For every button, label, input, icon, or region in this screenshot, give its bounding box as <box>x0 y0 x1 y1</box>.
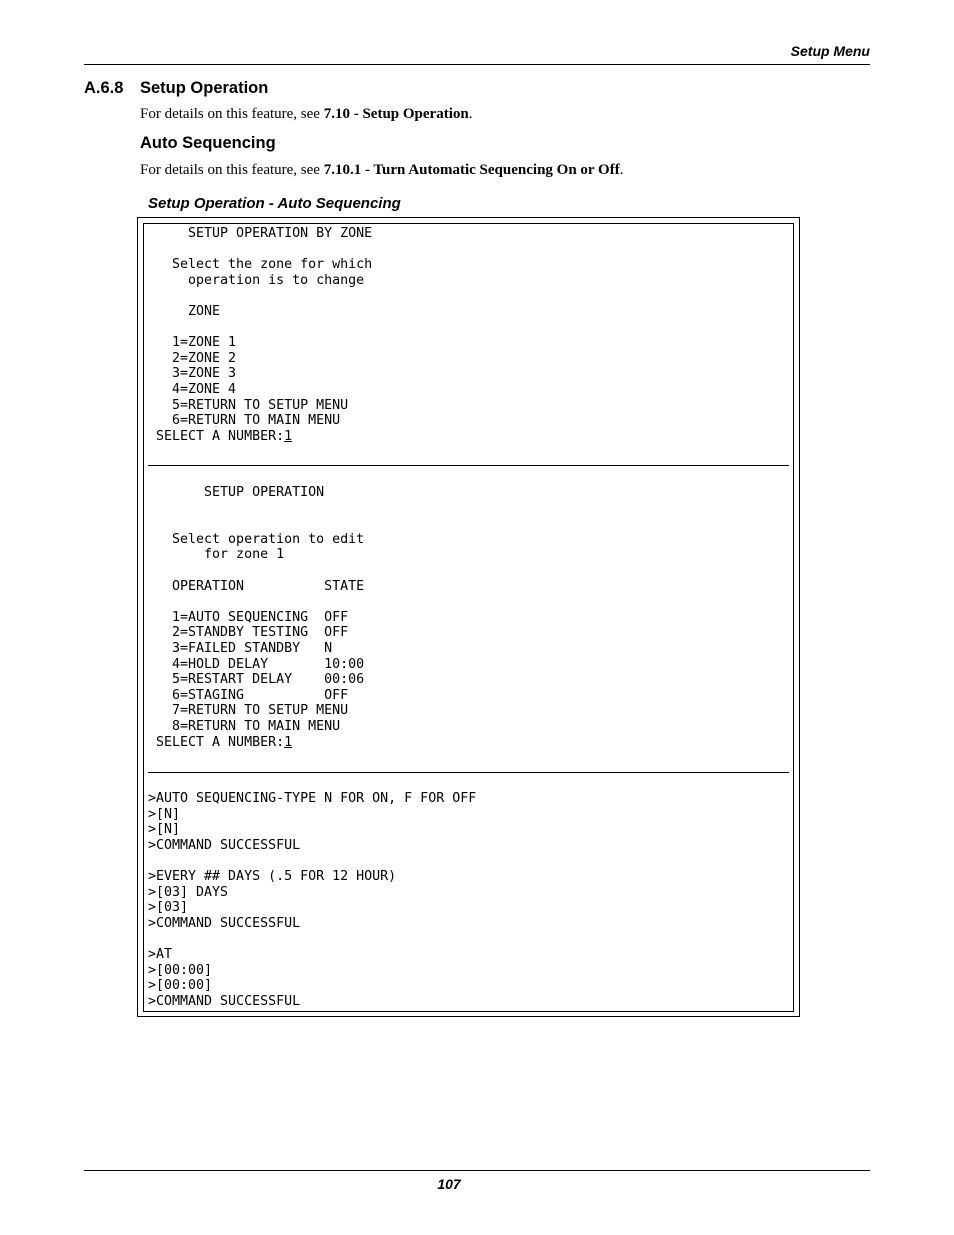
terminal-screen-command-log <box>148 791 476 1009</box>
terminal-operation-prompt: SELECT A NUMBER: <box>148 734 285 750</box>
screen-divider-1 <box>148 465 789 466</box>
subsection-intro-reference: 7.10.1 - Turn Automatic Sequencing On or Off <box>323 162 620 178</box>
subsection-title: Auto Sequencing <box>140 134 276 152</box>
section-intro-reference: 7.10 - Setup Operation <box>323 106 469 122</box>
subsection-intro-suffix: . <box>619 162 624 178</box>
footer-rule <box>84 1170 870 1171</box>
section-number: A.6.8 <box>84 79 124 97</box>
terminal-operation-menu-text: SETUP OPERATION Select operation to edit for zone 1 OPERATION STATE 1=AUTO SEQUENCING OFF 2=STANDBY TESTING OFF 3=FAILED STANDBY N 4=HOLD DELAY 10:00 5=RESTART DELAY 00:06 6=STAGING OFF 7=RETURN TO SETUP MENU 8=RETURN TO MAIN MENU <box>172 485 365 734</box>
terminal-zone-prompt: SELECT A NUMBER: <box>148 428 285 444</box>
screen-divider-2 <box>148 772 789 773</box>
figure-caption: Setup Operation - Auto Sequencing <box>148 195 401 212</box>
subsection-intro <box>140 162 623 179</box>
section-intro-suffix: . <box>468 106 473 122</box>
section-intro <box>140 106 472 123</box>
section-intro-prefix: For details on this feature, see <box>140 106 324 122</box>
terminal-zone-menu-text: SETUP OPERATION BY ZONE Select the zone for which operation is to change ZONE 1=ZONE 1 2=ZONE 2 3=ZONE 3 4=ZONE 4 5=RETURN TO SETUP MENU 6=RETURN TO MAIN MENU <box>172 226 373 429</box>
running-header-title: Setup Menu <box>790 43 870 59</box>
subsection-intro-prefix: For details on this feature, see <box>140 162 324 178</box>
page-number: 107 <box>437 1176 461 1192</box>
section-title: Setup Operation <box>140 79 269 97</box>
header-rule <box>84 64 870 65</box>
terminal-screen-zone-select <box>148 226 372 444</box>
terminal-screen-operation-select <box>148 485 364 750</box>
terminal-zone-selected-number: 1 <box>284 428 293 444</box>
terminal-operation-selected-number: 1 <box>284 734 293 750</box>
terminal-command-log-text: >AUTO SEQUENCING-TYPE N FOR ON, F FOR OFF >[N] >[N] >COMMAND SUCCESSFUL >EVERY ## DAYS (.5 FOR 12 HOUR) >[03] DAYS >[03] >COMMAND SUCCESSFUL >AT >[00:00] >[00:00] >COMMAND SUCCESSFUL <box>148 791 477 1009</box>
